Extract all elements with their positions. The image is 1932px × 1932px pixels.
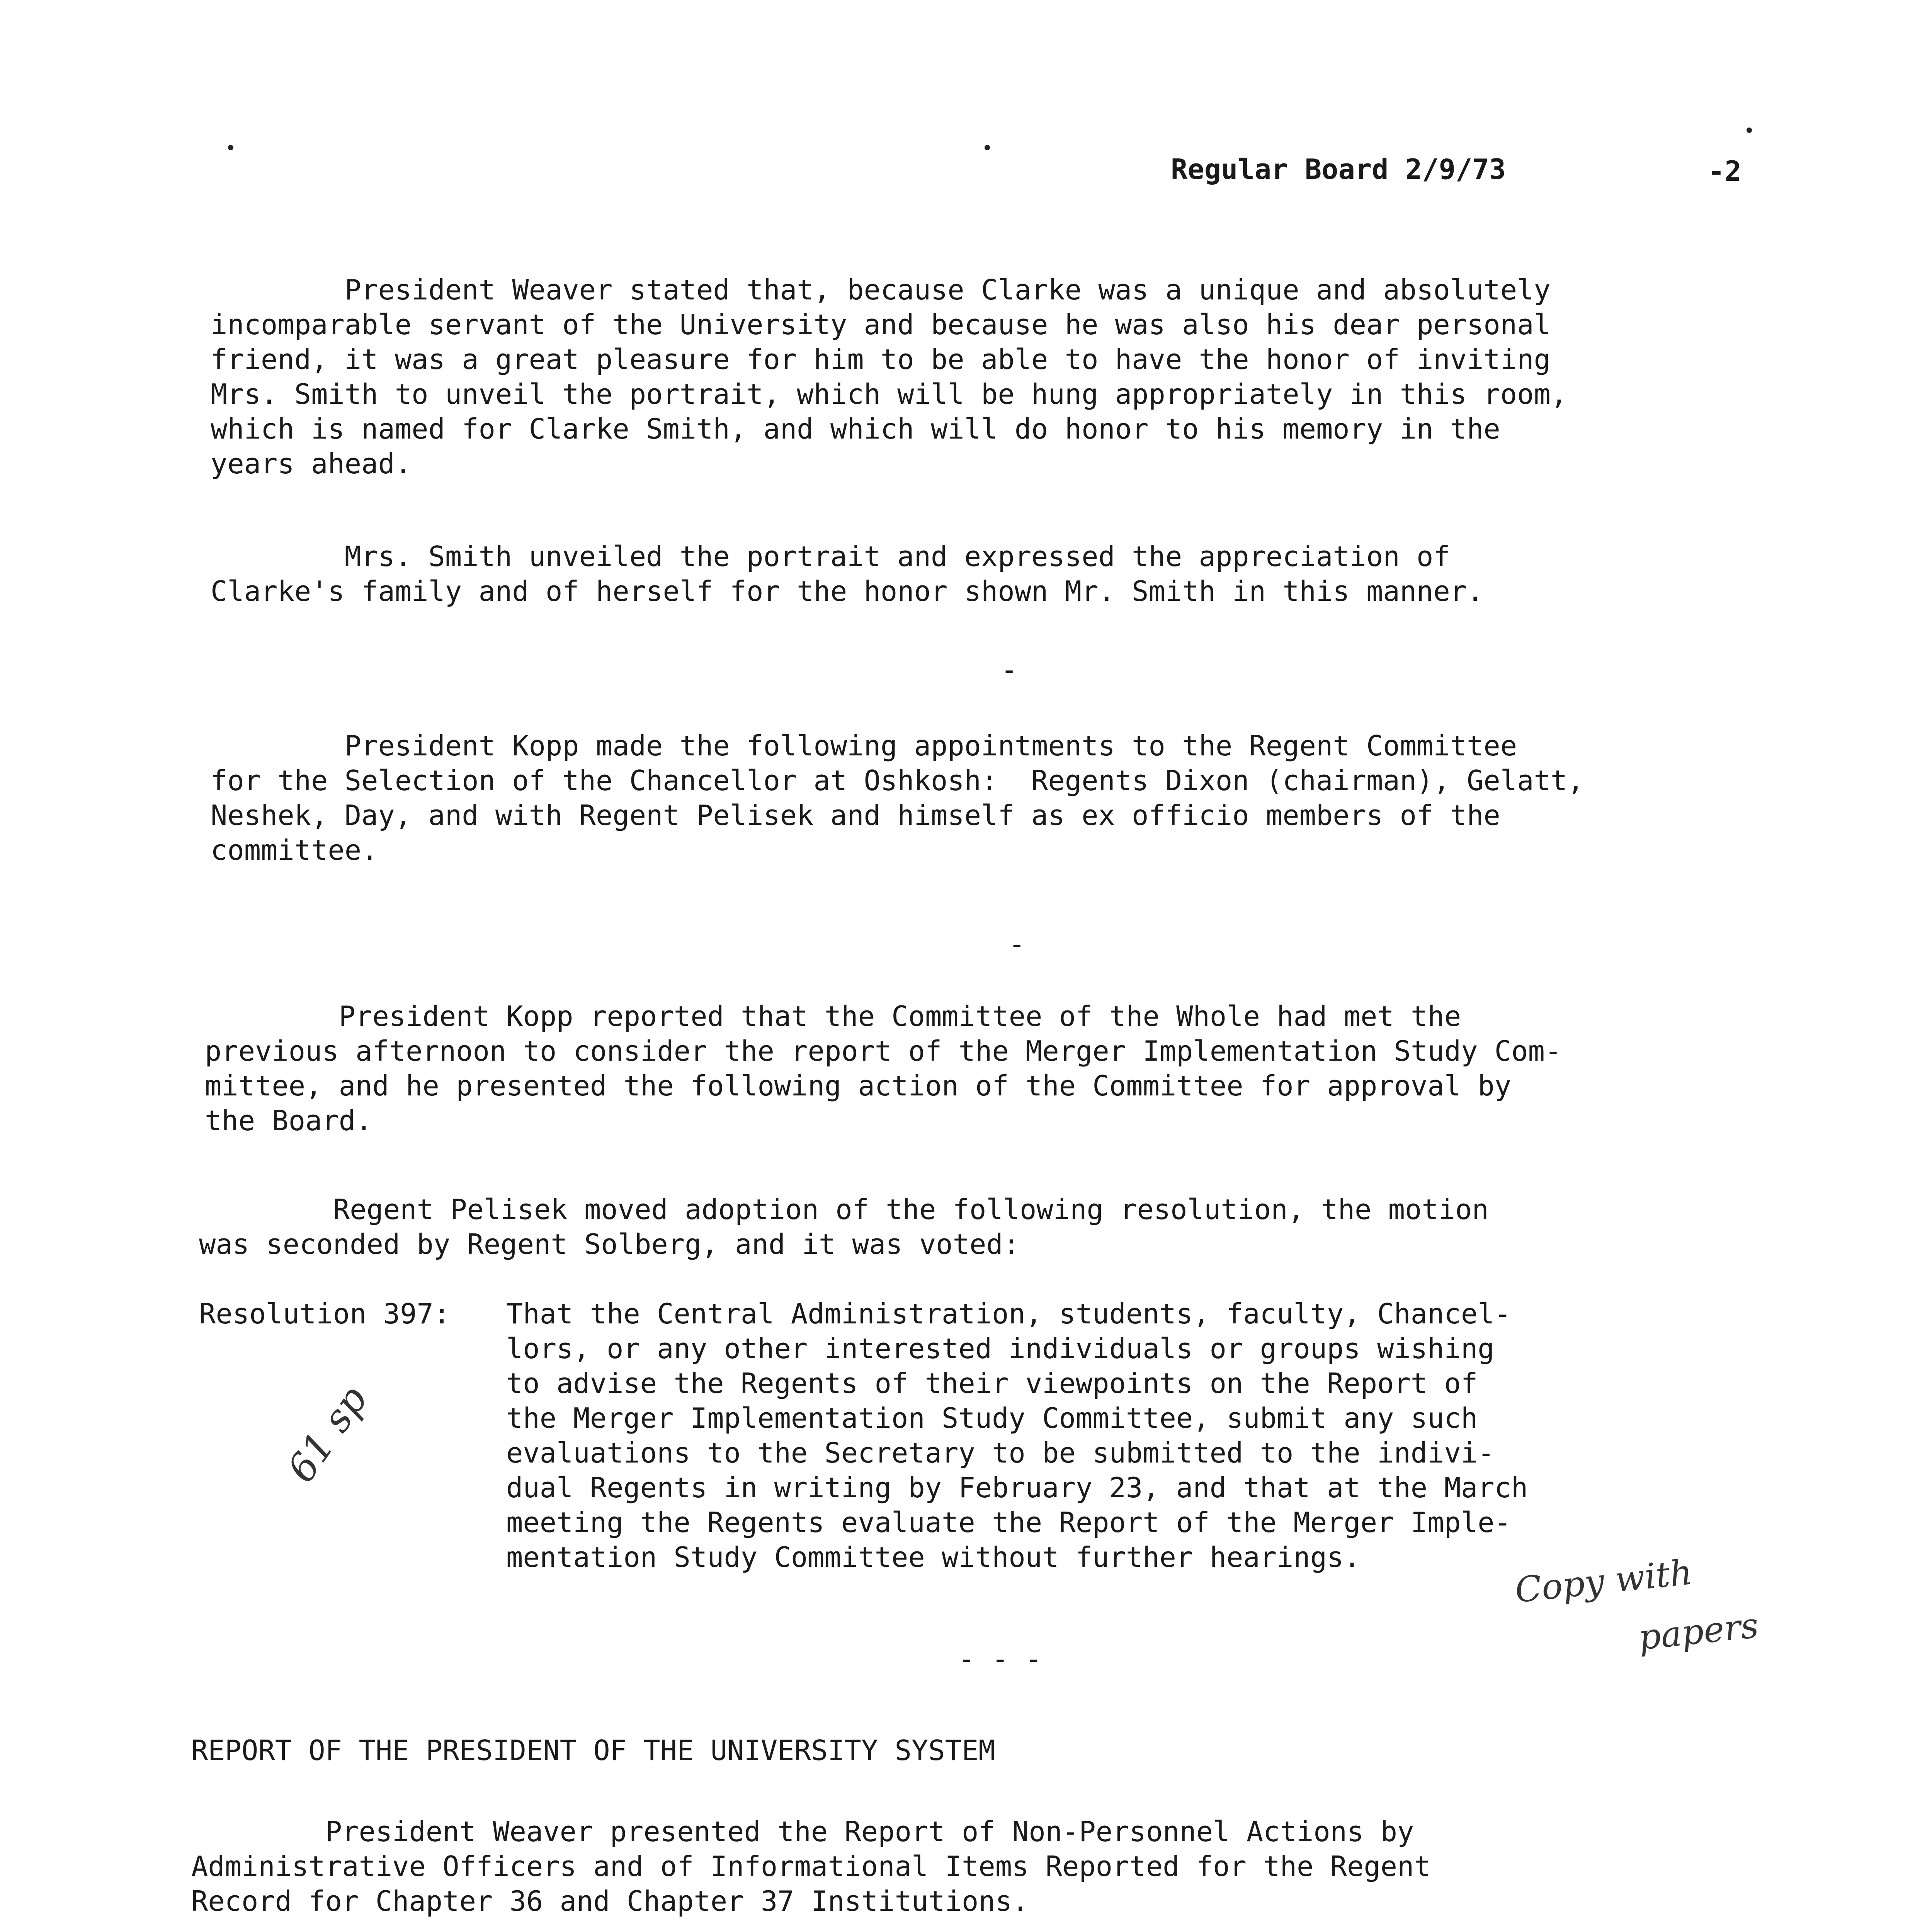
text-line: lors, or any other interested individuals or groups wishing bbox=[506, 1332, 1495, 1365]
scan-speck bbox=[985, 145, 990, 150]
text-line: Neshek, Day, and with Regent Pelisek and himself as ex officio members of the bbox=[211, 799, 1500, 832]
section-separator: - - - bbox=[958, 1643, 1042, 1675]
text-line: Mrs. Smith unveiled the portrait and expressed the appreciation of bbox=[211, 540, 1450, 573]
text-line: committee. bbox=[211, 834, 378, 866]
text-line: the Board. bbox=[205, 1104, 372, 1137]
text-line: Mrs. Smith to unveil the portrait, which will be hung appropriately in this room, bbox=[211, 378, 1568, 410]
text-line: evaluations to the Secretary to be submitted to the indivi- bbox=[506, 1437, 1495, 1469]
text-line: President Weaver presented the Report of Non-Personnel Actions by bbox=[191, 1815, 1414, 1848]
scan-speck bbox=[1747, 128, 1752, 133]
text-line: years ahead. bbox=[211, 447, 412, 480]
section-heading: REPORT OF THE PRESIDENT OF THE UNIVERSITY SYSTEM bbox=[191, 1734, 995, 1767]
text-line: dual Regents in writing by February 23, and that at the March bbox=[506, 1471, 1528, 1504]
text-line: President Weaver stated that, because Clarke was a unique and absolutely bbox=[211, 274, 1551, 306]
handwritten-margin-note: 61 sp bbox=[278, 1378, 376, 1491]
text-line: President Kopp reported that the Committee of the Whole had met the bbox=[205, 1000, 1461, 1032]
text-line: Regent Pelisek moved adoption of the following resolution, the motion bbox=[199, 1193, 1489, 1226]
page-header-number: -2 bbox=[1708, 155, 1742, 187]
text-line: the Merger Implementation Study Committee, submit any such bbox=[506, 1402, 1478, 1434]
handwritten-copy-note: papers bbox=[1636, 1605, 1760, 1658]
text-line: President Kopp made the following appointments to the Regent Committee bbox=[211, 730, 1517, 762]
text-line: which is named for Clarke Smith, and which will do honor to his memory in the bbox=[211, 413, 1500, 445]
text-line: friend, it was a great pleasure for him to be able to have the honor of inviting bbox=[211, 343, 1551, 376]
section-separator: - bbox=[1001, 653, 1018, 686]
text-line: mittee, and he presented the following action of the Committee for approval by bbox=[205, 1070, 1512, 1102]
text-line: mentation Study Committee without further hearings. bbox=[506, 1541, 1361, 1573]
text-line: incomparable servant of the University and because he was also his dear personal bbox=[211, 308, 1551, 341]
page-header-title: Regular Board 2/9/73 bbox=[1171, 153, 1506, 185]
text-line: Record for Chapter 36 and Chapter 37 Institutions. bbox=[191, 1885, 1029, 1917]
text-line: was seconded by Regent Solberg, and it was voted: bbox=[199, 1228, 1020, 1260]
text-line: to advise the Regents of their viewpoints on the Report of bbox=[506, 1367, 1478, 1400]
handwritten-copy-note: Copy with bbox=[1513, 1552, 1694, 1611]
scan-speck bbox=[228, 145, 233, 150]
text-line: Administrative Officers and of Informational Items Reported for the Regent bbox=[191, 1850, 1431, 1883]
resolution-label: Resolution 397: bbox=[199, 1298, 451, 1330]
text-line: meeting the Regents evaluate the Report of the Merger Imple- bbox=[506, 1506, 1511, 1539]
text-line: That the Central Administration, students, faculty, Chancel- bbox=[506, 1298, 1511, 1330]
text-line: for the Selection of the Chancellor at Oshkosh: Regents Dixon (chairman), Gelatt, bbox=[211, 764, 1584, 797]
section-separator: - bbox=[1009, 928, 1026, 960]
text-line: Clarke's family and of herself for the honor shown Mr. Smith in this manner. bbox=[211, 575, 1484, 607]
text-line: previous afternoon to consider the report of the Merger Implementation Study Com- bbox=[205, 1035, 1562, 1067]
